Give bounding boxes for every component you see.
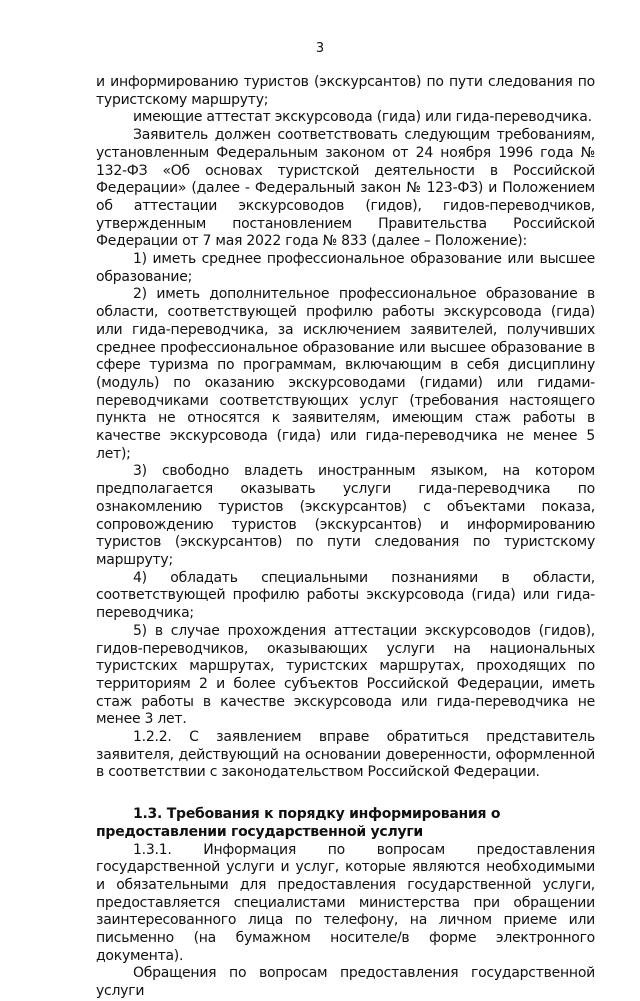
paragraph-appeals: Обращения по вопросам предоставления государственной услуги	[96, 965, 595, 1000]
requirement-item-1: 1) иметь среднее профессиональное образование или высшее образование;	[96, 251, 595, 285]
paragraph-certificate: имеющие аттестат экскурсовода (гида) или гида-переводчика.	[133, 109, 592, 126]
requirement-item-5: 5) в случае прохождения аттестации экскурсоводов (гидов), гидов-переводчиков, оказывающих услуги на национальных туристских маршрутах, туристских маршрутах, проходящих по территориям 2 и более субъектов Российской Федерации, иметь стаж работы в качестве экскурсовода или гида-переводчика не менее 3 лет.	[96, 622, 595, 728]
paragraph-1-2-2: 1.2.2. С заявлением вправе обратиться представитель заявителя, действующий на основании доверенности, оформленной в соответствии с законодательством Российской Федерации.	[96, 729, 595, 781]
paragraph-1-3-1: 1.3.1. Информация по вопросам предоставления государственной услуги и услуг, которые являются необходимыми и обязательными для предоставления государственной услуги, предоставляется специалистами министерства при обращении заинтересованного лица по телефону, на личном приеме или письменно (на бумажном носителе/в форме электронного документа).	[96, 841, 595, 964]
document-body	[96, 74, 595, 1001]
requirement-item-2: 2) иметь дополнительное профессиональное образование в области, соответствующей профилю работы экскурсовода (гида) или гида-переводчика, за исключением заявителей, получивших среднее профессиональное образование или высшее образование в сфере туризма по программам, включающим в себя дисциплину (модуль) по оказанию экскурсоводами (гидами) или гидами-переводчиками соответствующих услуг (требования настоящего пункта не относятся к заявителям, имеющим стаж работы в качестве экскурсовода (гида) или гида-переводчика не менее 5 лет);	[96, 286, 595, 462]
requirement-item-3: 3) свободно владеть иностранным языком, на котором предполагается оказывать услуги гида-переводчика по ознакомлению туристов (экскурсантов) с объектами показа, сопровождению туристов (экскурсантов) и информированию туристов (экскурсантов) по пути следования по туристскому маршруту;	[96, 463, 595, 568]
page-number: 3	[315, 41, 325, 56]
section-heading-1-3: 1.3. Требования к порядку информирования о предоставлении государственной услуги	[96, 806, 501, 840]
paragraph-applicant-requirements: Заявитель должен соответствовать следующим требованиям, установленным Федеральным законом от 24 ноября 1996 года № 132-ФЗ «Об основах туристской деятельности в Российской Федерации» (далее - Федеральный закон № 123-ФЗ) и Положением об аттестации экскурсоводов (гидов), гидов-переводчиков, утвержденным постановлением Правительства Российской Федерации от 7 мая 2022 года № 833 (далее – Положение):	[96, 127, 595, 250]
paragraph-continuation: и информированию туристов (экскурсантов) по пути следования по туристскому маршруту;	[96, 74, 595, 108]
requirement-item-4: 4) обладать специальными познаниями в области, соответствующей профилю работы экскурсовода (гида) или гида-переводчика;	[96, 569, 595, 622]
